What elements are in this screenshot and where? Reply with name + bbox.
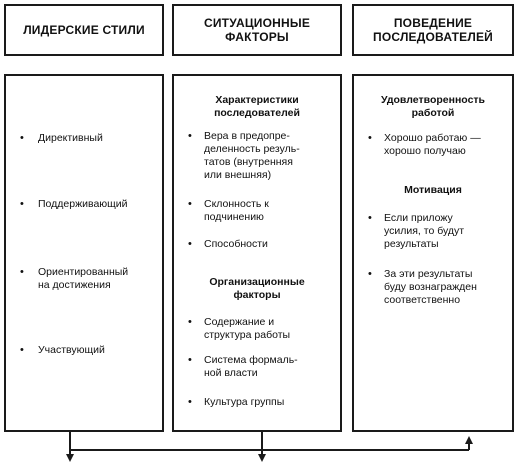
situational-item-text: Система формаль- ной власти	[204, 354, 298, 379]
leadership-item-text: Поддерживающий	[38, 198, 128, 210]
situational-item-text: Культура группы	[204, 396, 285, 408]
situational-item-text: Склонность к подчинению	[204, 198, 269, 223]
bullet-icon: •	[20, 132, 24, 144]
bullet-icon: •	[368, 268, 372, 280]
bullet-icon: •	[188, 198, 192, 210]
behavior-section-satisfaction-title: Удовлетворенность работой	[380, 94, 486, 119]
bullet-icon: •	[188, 396, 192, 408]
behavior-section-motivation-title: Мотивация	[404, 184, 462, 196]
bullet-icon: •	[188, 130, 192, 142]
header-leadership-styles-text: ЛИДЕРСКИЕ СТИЛИ	[23, 23, 145, 37]
behavior-item-text: Если приложу усилия, то будут результаты	[384, 212, 465, 250]
header-situational-factors-text: СИТУАЦИОННЫЕ ФАКТОРЫ	[203, 16, 311, 44]
behavior-item-text: За эти результаты буду вознагражден соответственно	[384, 268, 477, 306]
bullet-icon: •	[368, 212, 372, 224]
bullet-icon: •	[188, 316, 192, 328]
situational-item-text: Содержание и структура работы	[204, 316, 291, 341]
bullet-icon: •	[20, 344, 24, 356]
bullet-icon: •	[20, 266, 24, 278]
bullet-icon: •	[20, 198, 24, 210]
leadership-item-text: Директивный	[38, 132, 103, 144]
situational-item-text: Вера в предопре- деленность резуль- татов (внутренняя или внешняя)	[204, 130, 300, 181]
bullet-icon: •	[368, 132, 372, 144]
bullet-icon: •	[188, 238, 192, 250]
header-follower-behavior-text: ПОВЕДЕНИЕ ПОСЛЕДОВАТЕЛЕЙ	[373, 16, 493, 44]
leadership-item-text: Ориентированный на достижения	[38, 266, 129, 291]
behavior-item-text: Хорошо работаю — хорошо получаю	[384, 132, 481, 157]
situational-section-followers-title: Характеристики последователей	[214, 94, 300, 119]
situational-section-organizational-title: Организационные факторы	[209, 276, 305, 301]
situational-item-text: Способности	[204, 238, 268, 250]
leadership-item-text: Участвующий	[38, 344, 105, 356]
bullet-icon: •	[188, 354, 192, 366]
